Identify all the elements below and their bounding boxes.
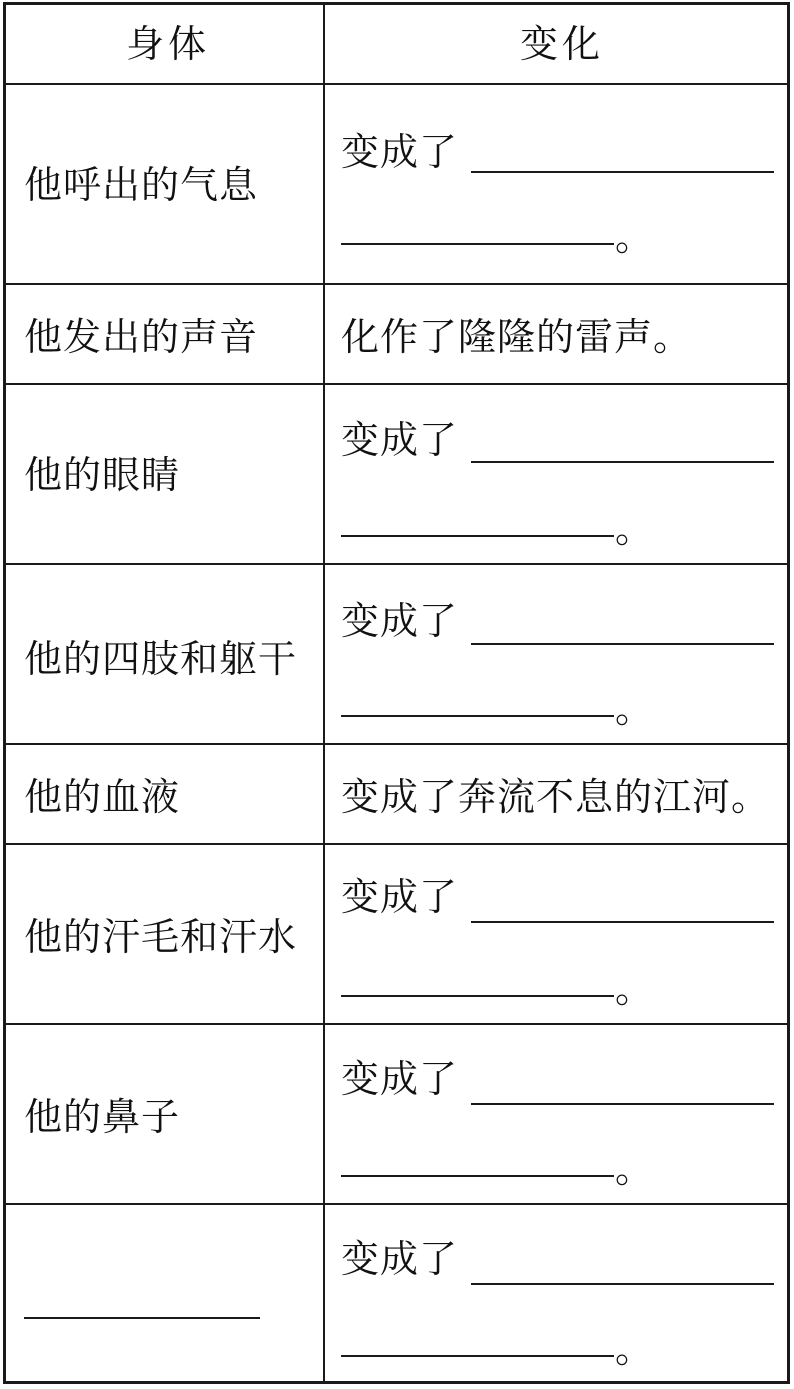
header-change-label: 变化	[520, 22, 605, 66]
body-part-text: 他的汗毛和汗水	[24, 915, 298, 959]
answer-blank-2[interactable]	[341, 1355, 614, 1357]
answer-blank-2[interactable]	[341, 995, 614, 997]
body-part-blank[interactable]	[24, 1317, 260, 1319]
body-cell	[6, 1205, 323, 1387]
body-cell	[6, 745, 323, 843]
body-cell	[6, 1025, 323, 1203]
sentence-period: 。	[615, 1147, 654, 1191]
table-row	[6, 565, 787, 745]
answer-blank-1[interactable]	[471, 461, 774, 463]
header-cell-change	[325, 5, 787, 83]
answer-blank-2[interactable]	[341, 535, 614, 537]
sentence-period: 。	[615, 1327, 654, 1371]
table-header-row	[6, 5, 787, 85]
table-row	[6, 845, 787, 1025]
body-cell	[6, 565, 323, 743]
body-part-text: 他呼出的气息	[24, 163, 259, 207]
change-cell	[325, 1025, 787, 1203]
change-cell	[325, 565, 787, 743]
table-row	[6, 1205, 787, 1387]
change-prefix-text: 变成了	[341, 875, 459, 919]
change-full-text: 变成了奔流不息的江河。	[341, 775, 771, 819]
table-row	[6, 1025, 787, 1205]
change-prefix-text: 变成了	[341, 418, 459, 462]
body-cell	[6, 385, 323, 563]
change-cell	[325, 1205, 787, 1387]
change-cell	[325, 85, 787, 283]
body-part-text: 他的四肢和躯干	[24, 637, 298, 681]
sentence-period: 。	[615, 967, 654, 1011]
answer-blank-1[interactable]	[471, 1283, 774, 1285]
change-full-text: 化作了隆隆的雷声。	[341, 315, 693, 359]
change-cell	[325, 385, 787, 563]
table-row	[6, 745, 787, 845]
table-row	[6, 285, 787, 385]
answer-blank-1[interactable]	[471, 921, 774, 923]
table-row	[6, 85, 787, 285]
answer-blank-1[interactable]	[471, 643, 774, 645]
answer-blank-1[interactable]	[471, 1103, 774, 1105]
change-cell	[325, 745, 787, 843]
body-part-text: 他发出的声音	[24, 315, 259, 359]
change-prefix-text: 变成了	[341, 1057, 459, 1101]
body-part-text: 他的鼻子	[24, 1095, 181, 1139]
worksheet-table	[3, 2, 790, 1384]
body-cell	[6, 285, 323, 383]
body-part-text: 他的血液	[24, 775, 181, 819]
body-cell	[6, 845, 323, 1023]
answer-blank-2[interactable]	[341, 1175, 614, 1177]
sentence-period: 。	[615, 215, 654, 259]
answer-blank-1[interactable]	[471, 171, 774, 173]
sentence-period: 。	[615, 507, 654, 551]
change-cell	[325, 845, 787, 1023]
change-cell	[325, 285, 787, 383]
change-prefix-text: 变成了	[341, 130, 459, 174]
answer-blank-2[interactable]	[341, 715, 614, 717]
sentence-period: 。	[615, 687, 654, 731]
header-cell-body	[6, 5, 323, 83]
answer-blank-2[interactable]	[341, 243, 614, 245]
change-prefix-text: 变成了	[341, 1237, 459, 1281]
table-row	[6, 385, 787, 565]
body-cell	[6, 85, 323, 283]
header-body-label: 身体	[126, 22, 211, 66]
body-part-text: 他的眼睛	[24, 453, 181, 497]
change-prefix-text: 变成了	[341, 599, 459, 643]
